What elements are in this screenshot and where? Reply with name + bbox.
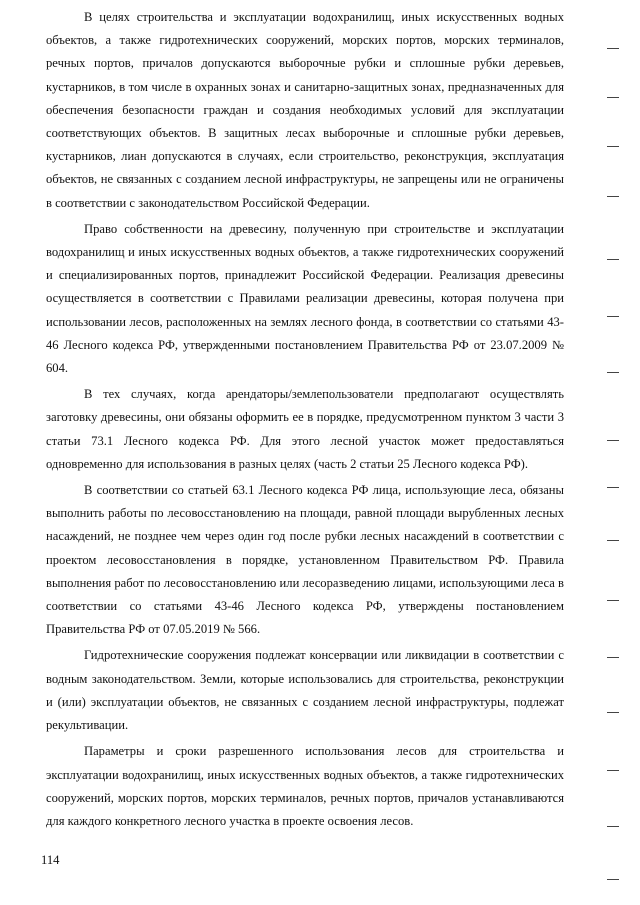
paragraph-5: Гидротехнические сооружения подлежат консервации или ликвидации в соответствии с водным законодательством. Земли, которые использовались для строительства, реконструкции и (или) эксплуатации объектов, не связанных с созданием лесной инфраструктуры, подлежат рекультивации. [46, 648, 564, 733]
edge-mark [607, 440, 619, 441]
edge-mark [607, 712, 619, 713]
edge-mark [607, 97, 619, 98]
edge-mark [607, 146, 619, 147]
paragraph-6: Параметры и сроки разрешенного использования лесов для строительства и эксплуатации водохранилищ, иных искусственных водных объектов, а также гидротехнических сооружений, морских портов, морских терминалов, речных портов, причалов устанавливаются для каждого конкретного лесного участка в проекте освоения лесов. [46, 744, 564, 828]
paragraph-2: Право собственности на древесину, полученную при строительстве и эксплуатации водохранилищ и иных искусственных водных объектов, а также гидротехнических сооружений и специализированных портов, принадлежит Российской Федерации. Реализация древесины осуществляется в соответствии с Правилами реализации древесины, которая получена при использовании лесов, расположенных на землях лесного фонда, в соответствии со статьями 43-46 Лесного кодекса РФ, утвержденными постановлением Правительства РФ от 23.07.2009 № 604. [46, 221, 564, 376]
edge-mark [607, 540, 619, 541]
paragraph-4: В соответствии со статьей 63.1 Лесного кодекса РФ лица, использующие леса, обязаны выполнить работы по лесовосстановлению на площади, равной площади вырубленных лесных насаждений, не позднее чем через один год после рубки лесных насаждений в соответствии с проектом лесовосстановления в порядке, установленном Правительством РФ. Правила выполнения работ по лесовосстановлению или лесоразведению лицами, использующими леса в соответствии со статьями 43-46 Лесного кодекса РФ, утверждены постановлением Правительства РФ от 07.05.2019 № 566. [46, 483, 564, 637]
edge-mark [607, 372, 619, 373]
edge-mark [607, 48, 619, 49]
edge-mark [607, 259, 619, 260]
edge-mark [607, 316, 619, 317]
scan-edge-marks [607, 0, 621, 905]
edge-mark [607, 487, 619, 488]
document-body [46, 6, 564, 836]
edge-mark [607, 826, 619, 827]
edge-mark [607, 196, 619, 197]
paragraph-1: В целях строительства и эксплуатации водохранилищ, иных искусственных водных объектов, а также гидротехнических сооружений, морских портов, морских терминалов, речных портов, причалов допускаются выборочные рубки и сплошные рубки деревьев, кустарников, в том числе в охранных зонах и санитарно-защитных зонах, предназначенных для обеспечения безопасности граждан и создания необходимых условий для эксплуатации соответствующих объектов. В защитных лесах выборочные и сплошные рубки деревьев, кустарников, лиан допускаются в случаях, если строительство, реконструкция, эксплуатация объектов, не связанных с созданием лесной инфраструктуры, не запрещены или не ограничены в соответствии с законодательством Российской Федерации. [46, 10, 564, 210]
edge-mark [607, 657, 619, 658]
page-number: 114 [41, 853, 60, 867]
edge-mark [607, 879, 619, 880]
edge-mark [607, 770, 619, 771]
edge-mark [607, 600, 619, 601]
paragraph-3: В тех случаях, когда арендаторы/землепользователи предполагают осуществлять заготовку древесины, они обязаны оформить ее в порядке, предусмотренном пунктом 3 части 3 статьи 73.1 Лесного кодекса РФ. Для этого лесной участок может предоставляться одновременно для использования в разных целях (часть 2 статьи 25 Лесного кодекса РФ). [46, 387, 564, 471]
